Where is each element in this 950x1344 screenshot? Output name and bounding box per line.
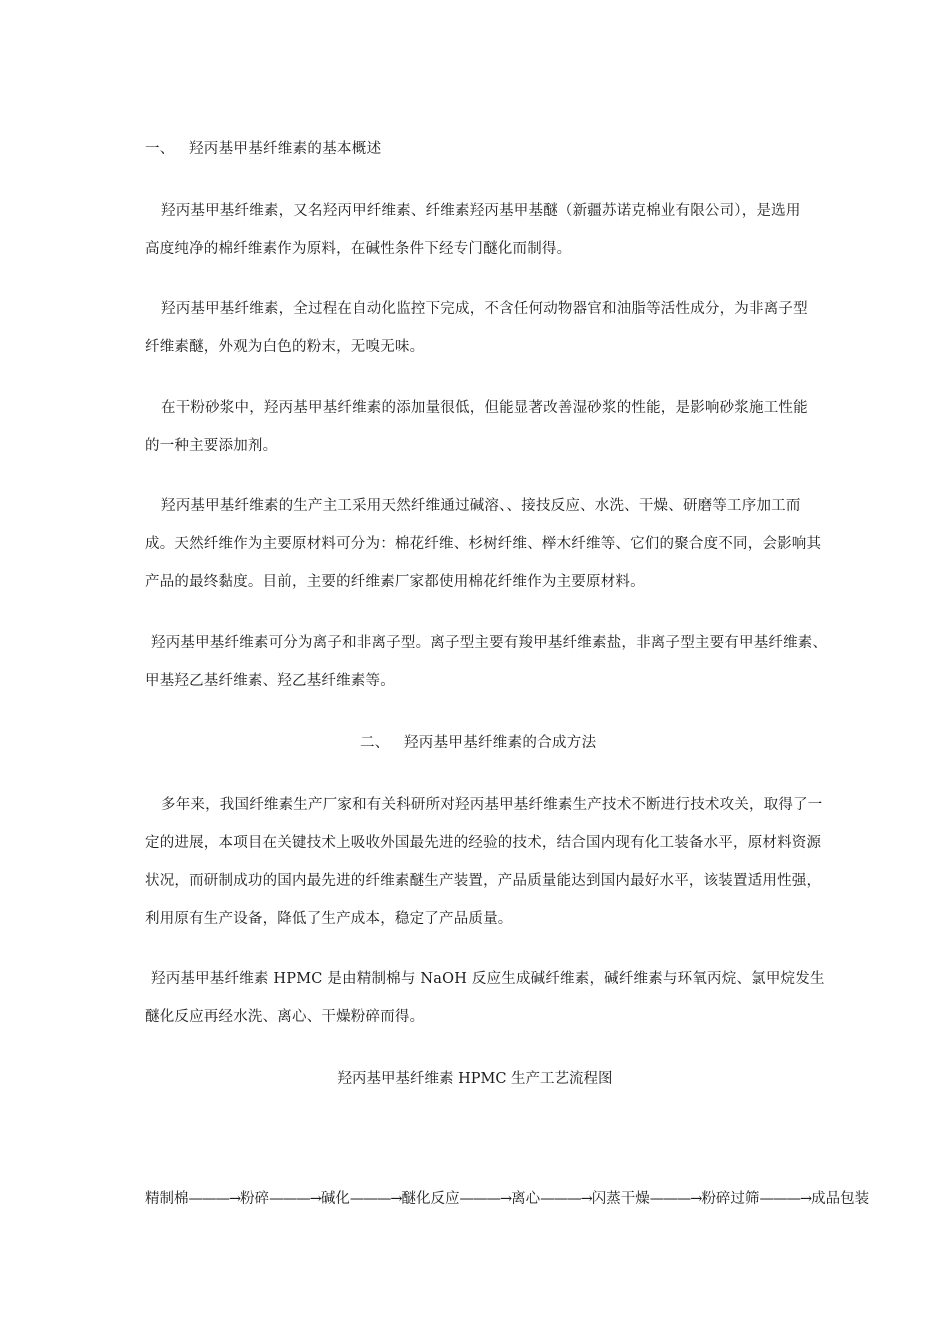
flow-step: 醚化反应 xyxy=(401,1191,460,1207)
paragraph-line: 羟丙基甲基纤维素的生产主工采用天然纤维通过碱溶、、接技反应、水洗、干燥、研磨等工序加工而 xyxy=(161,498,801,514)
flow-arrow: ———→ xyxy=(649,1191,702,1207)
flow-step: 成品包装 xyxy=(811,1191,870,1207)
paragraph-line: 纤维素醚，外观为白色的粉末，无嗅无味。 xyxy=(145,339,425,355)
flow-arrow: ———→ xyxy=(188,1191,241,1207)
paragraph-line: 利用原有生产设备，降低了生产成本，稳定了产品质量。 xyxy=(145,911,513,927)
paragraph-line: 醚化反应再经水洗、离心、干燥粉碎而得。 xyxy=(145,1009,425,1025)
paragraph-line: 状况，而研制成功的国内最先进的纤维素醚生产装置，产品质量能达到国内最好水平，该装置适用性强， xyxy=(145,873,822,889)
paragraph-line: 羟丙基甲基纤维素 HPMC 是由精制棉与 NaOH 反应生成碱纤维素，碱纤维素与环氧丙烷、氯甲烷发生 xyxy=(151,971,825,987)
paragraph-line: 在干粉砂浆中，羟丙基甲基纤维素的添加量很低，但能显著改善湿砂浆的性能，是影响砂浆施工性能 xyxy=(161,400,808,416)
paragraph-line: 定的进展，本项目在关键技术上吸收外国最先进的经验的技术，结合国内现有化工装备水平，原材料资源 xyxy=(145,835,822,851)
paragraph-line: 羟丙基甲基纤维素可分为离子和非离子型。离子型主要有羧甲基纤维素盐，非离子型主要有甲基纤维素、 xyxy=(151,635,828,651)
paragraph-line: 的一种主要添加剂。 xyxy=(145,438,278,454)
flowchart-caption: 羟丙基甲基纤维素 HPMC 生产工艺流程图 xyxy=(337,1071,613,1087)
paragraph-line: 成。天然纤维作为主要原材料可分为：棉花纤维、杉树纤维、榉木纤维等、它们的聚合度不同，会影响其 xyxy=(145,536,822,552)
paragraph-line: 羟丙基甲基纤维素，又名羟丙甲纤维素、纤维素羟丙基甲基醚（新疆苏诺克棉业有限公司），是选用 xyxy=(161,203,801,219)
paragraph-line: 多年来，我国纤维素生产厂家和有关科研所对羟丙基甲基纤维素生产技术不断进行技术攻关，取得了一 xyxy=(161,797,823,813)
flow-arrow: ———→ xyxy=(540,1191,592,1207)
flow-step: 离心 xyxy=(511,1191,541,1207)
flow-arrow: ———→ xyxy=(269,1191,321,1207)
flow-step: 闪蒸干燥 xyxy=(591,1191,650,1207)
flow-arrow: ———→ xyxy=(759,1191,812,1207)
process-flow xyxy=(145,1187,869,1208)
flow-step: 碱化 xyxy=(320,1191,350,1207)
section-heading-1 xyxy=(145,137,381,158)
section-number: 一、 xyxy=(145,141,175,157)
flow-arrow: ———→ xyxy=(349,1191,402,1207)
section-title: 羟丙基甲基纤维素的合成方法 xyxy=(404,735,597,751)
flow-step: 粉碎 xyxy=(240,1191,270,1207)
flow-step: 粉碎过筛 xyxy=(701,1191,760,1207)
paragraph-line: 产品的最终黏度。目前，主要的纤维素厂家都使用棉花纤维作为主要原材料。 xyxy=(145,574,645,590)
section-title: 羟丙基甲基纤维素的基本概述 xyxy=(189,141,382,157)
paragraph-line: 甲基羟乙基纤维素、羟乙基纤维素等。 xyxy=(145,673,395,689)
flow-step: 精制棉 xyxy=(145,1191,189,1207)
section-number: 二、 xyxy=(360,735,390,751)
paragraph-line: 羟丙基甲基纤维素，全过程在自动化监控下完成，不含任何动物器官和油脂等活性成分，为非离子型 xyxy=(161,301,808,317)
section-heading-2 xyxy=(360,731,596,752)
flow-arrow: ———→ xyxy=(459,1191,512,1207)
paragraph-line: 高度纯净的棉纤维素作为原料，在碱性条件下经专门醚化而制得。 xyxy=(145,241,572,257)
